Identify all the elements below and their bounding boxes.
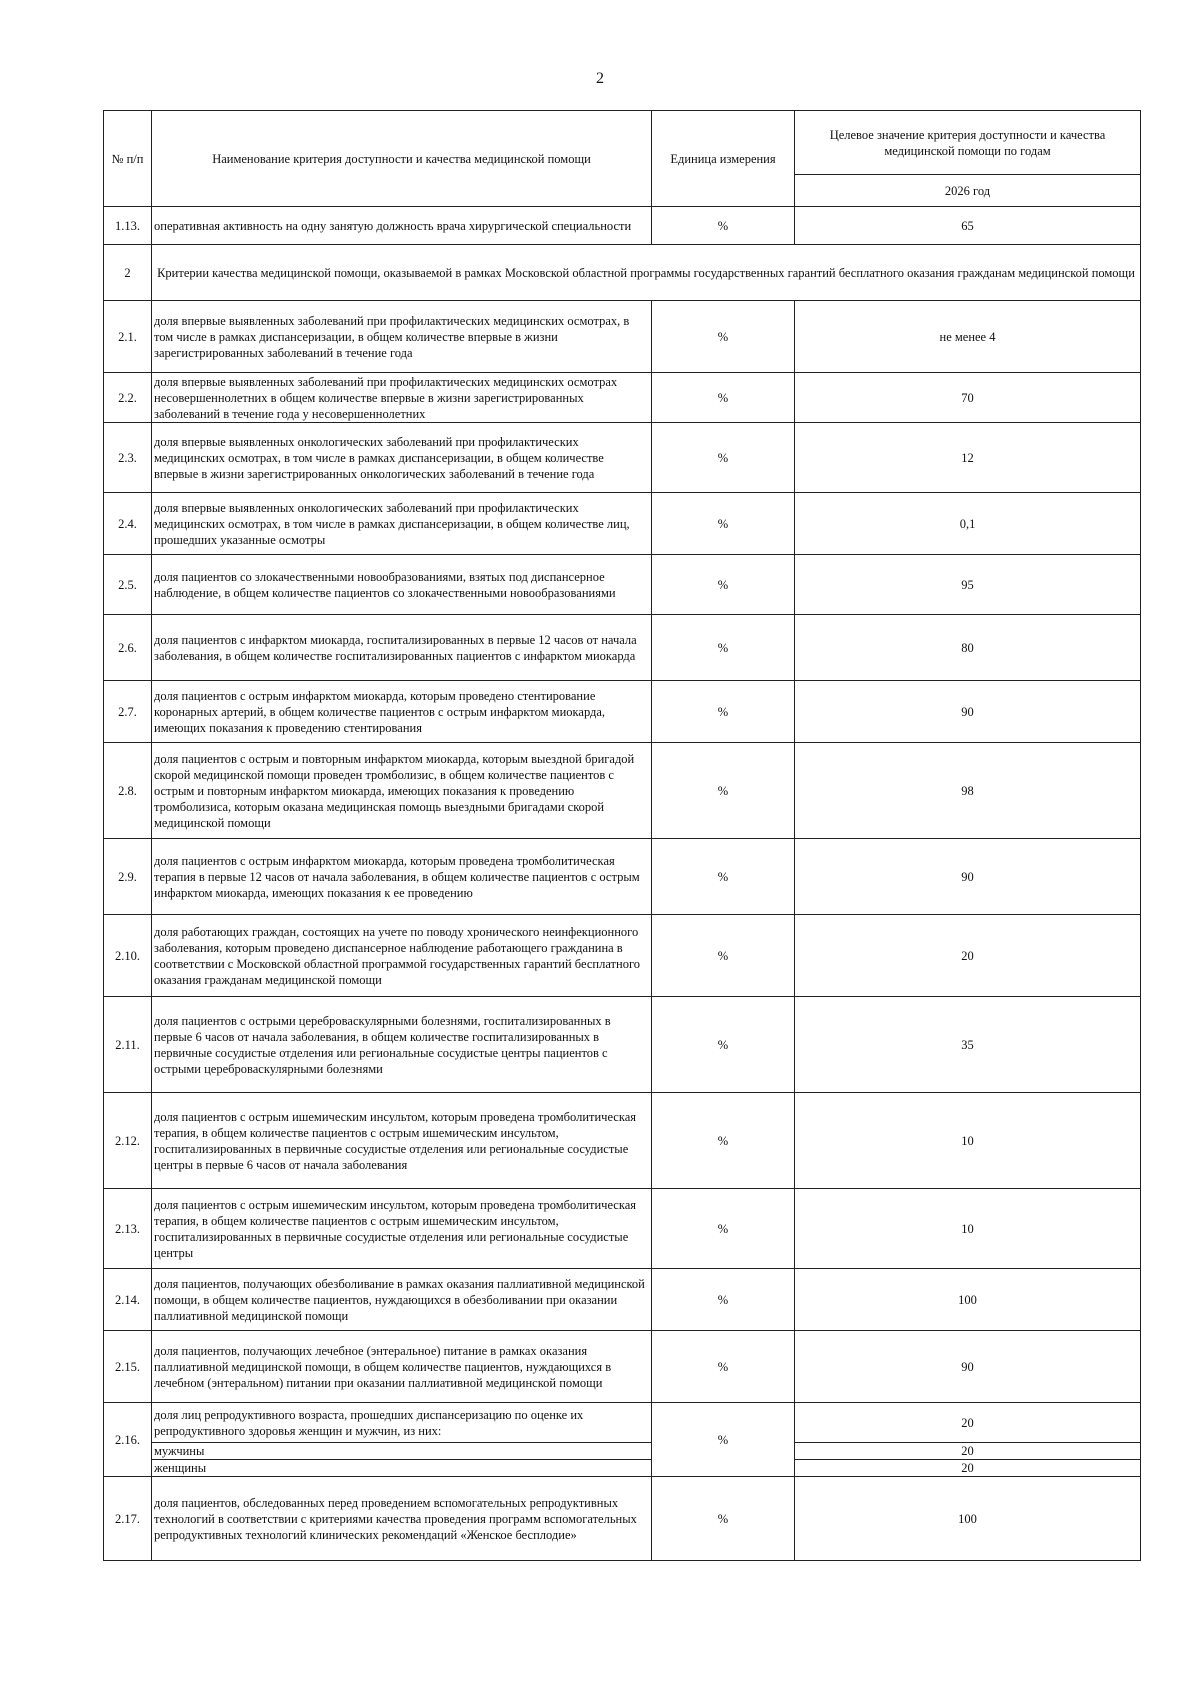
row-name: доля впервые выявленных заболеваний при профилактических медицинских осмотрах, в том числе в рамках диспансеризации, в общем количестве впервые в жизни зарегистрированных заболеваний в течение года (152, 301, 652, 373)
table-subrow-men (104, 1443, 1141, 1460)
row-value: 90 (795, 1331, 1141, 1403)
row-num: 2.4. (104, 493, 152, 555)
row-value: 95 (795, 555, 1141, 615)
row-num: 2.11. (104, 997, 152, 1093)
row-value: 35 (795, 997, 1141, 1093)
row-unit: % (652, 373, 795, 423)
section-num: 2 (104, 245, 152, 301)
row-value: не менее 4 (795, 301, 1141, 373)
row-num: 2.16. (104, 1403, 152, 1477)
row-name: доля пациентов, получающих обезболивание в рамках оказания паллиативной медицинской помощи, в общем количестве пациентов, нуждающихся в обезболивании при оказании паллиативной медицинской помощи (152, 1269, 652, 1331)
table-row (104, 373, 1141, 423)
row-value: 10 (795, 1189, 1141, 1269)
row-num: 2.2. (104, 373, 152, 423)
row-unit: % (652, 1093, 795, 1189)
table-row (104, 1331, 1141, 1403)
row-unit: % (652, 615, 795, 681)
row-value: 98 (795, 743, 1141, 839)
header-year: 2026 год (795, 175, 1141, 207)
row-value: 90 (795, 839, 1141, 915)
row-name: доля пациентов с острым ишемическим инсультом, которым проведена тромболитическая терапия, в общем количестве пациентов с острым ишемическим инсультом, госпитализированных в первичные сосудистые отделения или региональные сосудистые центры в первые 6 часов от начала заболевания (152, 1093, 652, 1189)
row-unit: % (652, 555, 795, 615)
row-unit: % (652, 1403, 795, 1477)
row-value: 100 (795, 1269, 1141, 1331)
row-name: доля пациентов, обследованных перед проведением вспомогательных репродуктивных технологий в соответствии с критериями качества проведения программ вспомогательных репродуктивных технологий клинических рекомендаций «Женское бесплодие» (152, 1477, 652, 1561)
row-num: 2.10. (104, 915, 152, 997)
subrow-women-value: 20 (795, 1460, 1141, 1477)
row-unit: % (652, 1477, 795, 1561)
row-num: 2.9. (104, 839, 152, 915)
row-num: 2.17. (104, 1477, 152, 1561)
row-num: 2.15. (104, 1331, 152, 1403)
row-name: доля работающих граждан, состоящих на учете по поводу хронического неинфекционного заболевания, которым проведено диспансерное наблюдение работающего гражданина в соответствии с Московской областной программой государственных гарантий бесплатного оказания гражданам медицинской помощи (152, 915, 652, 997)
row-value: 65 (795, 207, 1141, 245)
page-number: 2 (596, 70, 604, 87)
row-name: доля пациентов с инфарктом миокарда, госпитализированных в первые 12 часов от начала заболевания, в общем количестве госпитализированных пациентов с инфарктом миокарда (152, 615, 652, 681)
row-name: доля пациентов со злокачественными новообразованиями, взятых под диспансерное наблюдение, в общем количестве пациентов со злокачественными новообразованиями (152, 555, 652, 615)
table-row-2-16 (104, 1403, 1141, 1443)
row-name: доля лиц репродуктивного возраста, прошедших диспансеризацию по оценке их репродуктивного здоровья женщин и мужчин, из них: (152, 1403, 652, 1443)
table-row (104, 1189, 1141, 1269)
row-num: 2.14. (104, 1269, 152, 1331)
table-row (104, 915, 1141, 997)
row-name: доля пациентов с острым ишемическим инсультом, которым проведена тромболитическая терапия, в общем количестве пациентов с острым ишемическим инсультом, госпитализированных в первичные сосудистые отделения или региональные сосудистые центры (152, 1189, 652, 1269)
row-value: 70 (795, 373, 1141, 423)
row-num: 2.6. (104, 615, 152, 681)
row-value: 90 (795, 681, 1141, 743)
table-row (104, 301, 1141, 373)
row-name: доля впервые выявленных заболеваний при профилактических медицинских осмотрах несовершеннолетних в общем количестве впервые в жизни зарегистрированных заболеваний в течение года у несовершеннолетних (152, 373, 652, 423)
table-row (104, 615, 1141, 681)
row-unit: % (652, 839, 795, 915)
row-unit: % (652, 301, 795, 373)
table-row (104, 1477, 1141, 1561)
row-value: 12 (795, 423, 1141, 493)
row-num: 2.13. (104, 1189, 152, 1269)
header-target: Целевое значение критерия доступности и качества медицинской помощи по годам (795, 111, 1141, 175)
row-unit: % (652, 915, 795, 997)
row-unit: % (652, 1269, 795, 1331)
row-num: 2.5. (104, 555, 152, 615)
row-unit: % (652, 1331, 795, 1403)
criteria-table (103, 110, 1141, 1561)
row-name: доля пациентов с острыми цереброваскулярными болезнями, госпитализированных в первые 6 часов от начала заболевания, в общем количестве госпитализированных в первичные сосудистые отделения или региональные сосудистые центры пациентов с острыми цереброваскулярными болезнями (152, 997, 652, 1093)
row-name: доля впервые выявленных онкологических заболеваний при профилактических медицинских осмотрах, в том числе в рамках диспансеризации, в общем количестве впервые в жизни зарегистрированных онкологических заболеваний в течение года (152, 423, 652, 493)
row-name: доля впервые выявленных онкологических заболеваний при профилактических медицинских осмотрах, в том числе в рамках диспансеризации, в общем количестве лиц, прошедших указанные осмотры (152, 493, 652, 555)
subrow-men-label: мужчины (152, 1443, 652, 1460)
row-unit: % (652, 997, 795, 1093)
row-num: 2.7. (104, 681, 152, 743)
row-value: 80 (795, 615, 1141, 681)
table-row (104, 555, 1141, 615)
row-unit: % (652, 681, 795, 743)
table-row (104, 997, 1141, 1093)
row-unit: % (652, 743, 795, 839)
row-name: доля пациентов с острым и повторным инфарктом миокарда, которым выездной бригадой скорой медицинской помощи проведен тромболизис, в общем количестве пациентов с острым и повторным инфарктом миокарда, имеющих показания к проведению тромболизиса, которым оказана медицинская помощь выездными бригадами скорой медицинской помощи (152, 743, 652, 839)
table-header-row (104, 111, 1141, 175)
row-num: 2.1. (104, 301, 152, 373)
row-num: 2.8. (104, 743, 152, 839)
section-title: Критерии качества медицинской помощи, оказываемой в рамках Московской областной программы государственных гарантий бесплатного оказания гражданам медицинской помощи (152, 245, 1141, 301)
row-unit: % (652, 1189, 795, 1269)
row-value: 100 (795, 1477, 1141, 1561)
row-unit: % (652, 207, 795, 245)
table-row (104, 493, 1141, 555)
row-value: 0,1 (795, 493, 1141, 555)
table-row (104, 839, 1141, 915)
header-name: Наименование критерия доступности и качества медицинской помощи (152, 111, 652, 207)
section-row (104, 245, 1141, 301)
row-name: оперативная активность на одну занятую должность врача хирургической специальности (152, 207, 652, 245)
row-name: доля пациентов с острым инфарктом миокарда, которым проведена тромболитическая терапия в первые 12 часов от начала заболевания, в общем количестве пациентов с острым инфарктом миокарда, имеющих показания к ее проведению (152, 839, 652, 915)
table-row (104, 207, 1141, 245)
table-subrow-women (104, 1460, 1141, 1477)
table-row (104, 743, 1141, 839)
row-value: 20 (795, 1403, 1141, 1443)
table-row (104, 1269, 1141, 1331)
row-num: 2.12. (104, 1093, 152, 1189)
table-row (104, 423, 1141, 493)
table-row (104, 1093, 1141, 1189)
header-unit: Единица измерения (652, 111, 795, 207)
row-num: 1.13. (104, 207, 152, 245)
row-unit: % (652, 493, 795, 555)
row-name: доля пациентов с острым инфарктом миокарда, которым проведено стентирование коронарных артерий, в общем количестве пациентов с острым инфарктом миокарда, имеющих показания к проведению стентирования (152, 681, 652, 743)
row-num: 2.3. (104, 423, 152, 493)
subrow-women-label: женщины (152, 1460, 652, 1477)
row-value: 20 (795, 915, 1141, 997)
row-name: доля пациентов, получающих лечебное (энтеральное) питание в рамках оказания паллиативной медицинской помощи, в общем количестве пациентов, нуждающихся в лечебном (энтеральном) питании при оказании паллиативной медицинской помощи (152, 1331, 652, 1403)
row-unit: % (652, 423, 795, 493)
subrow-men-value: 20 (795, 1443, 1141, 1460)
header-num: № п/п (104, 111, 152, 207)
table-row (104, 681, 1141, 743)
row-value: 10 (795, 1093, 1141, 1189)
